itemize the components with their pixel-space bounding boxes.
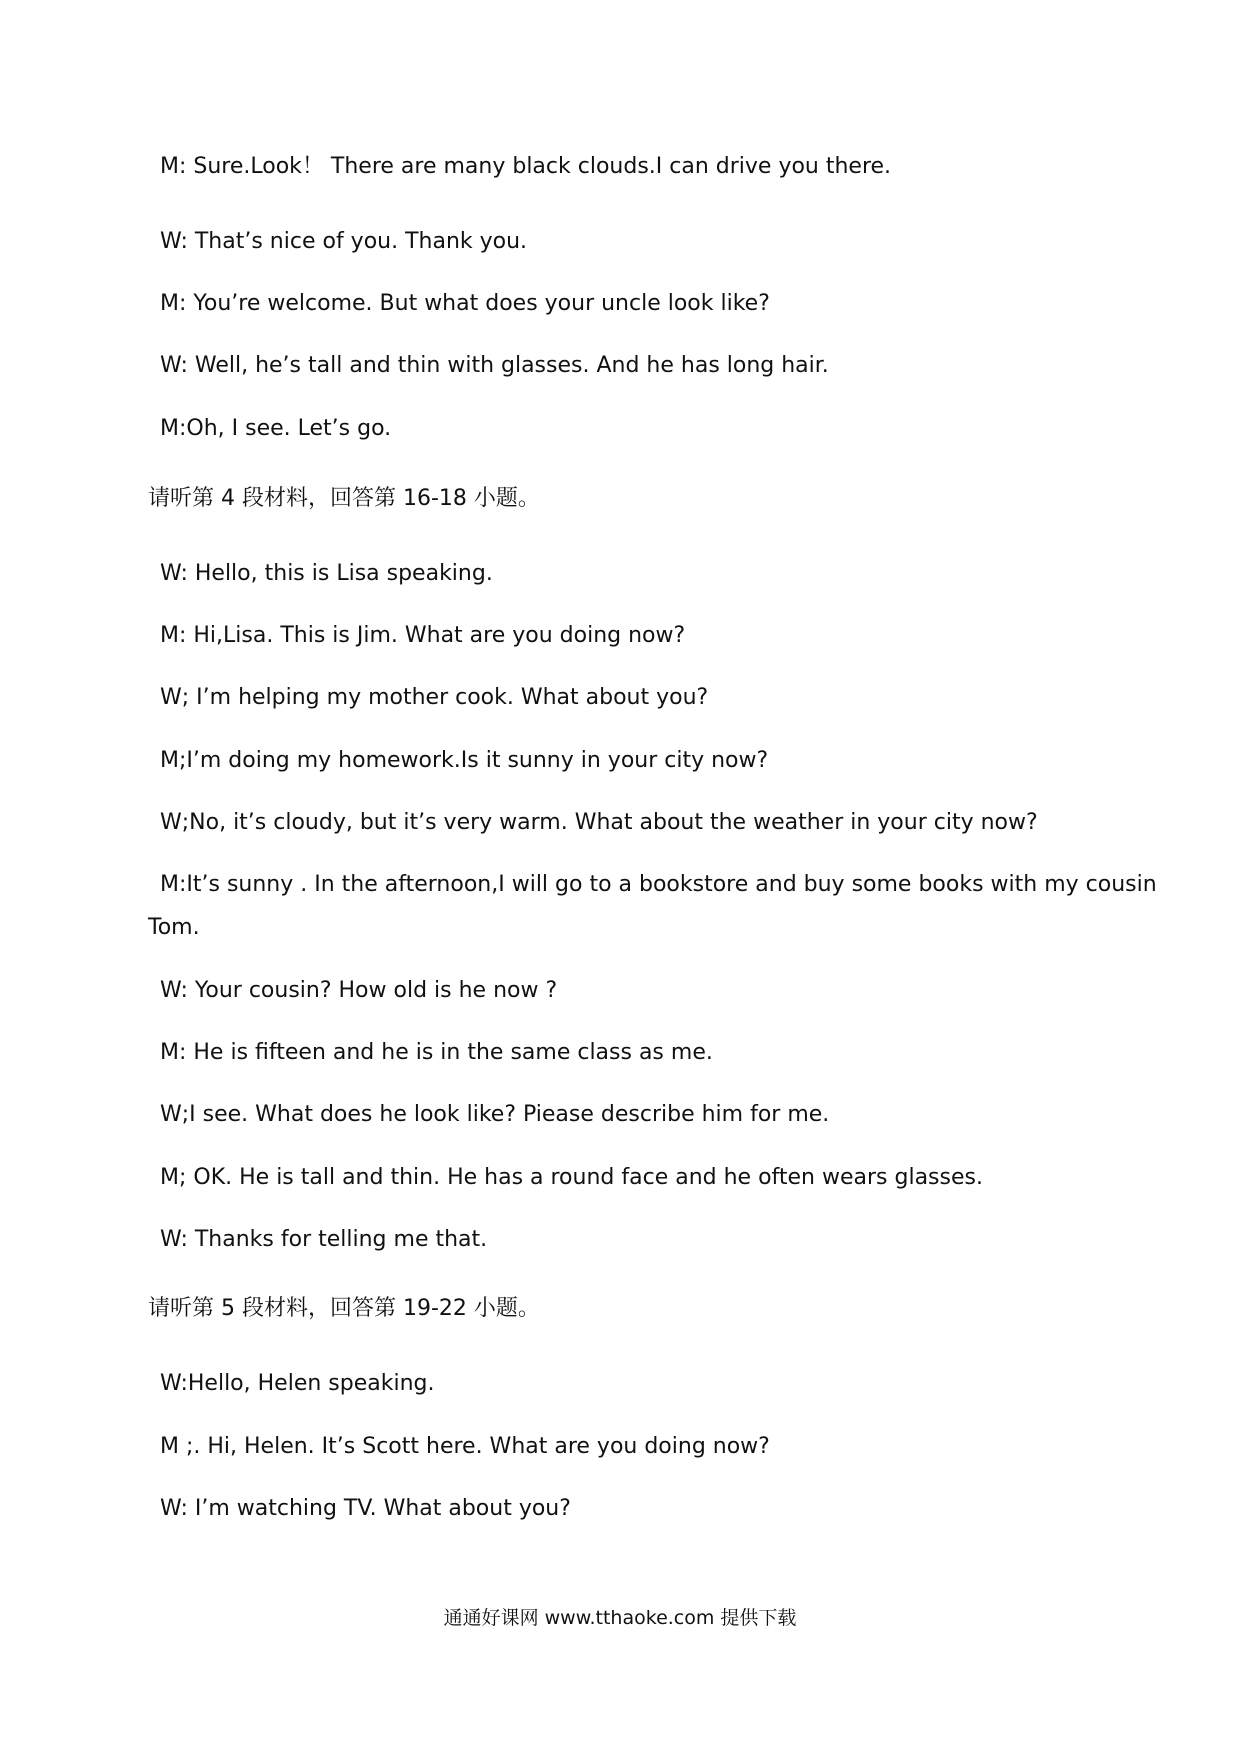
dialogue-line: W: Hello, this is Lisa speaking. [160, 561, 493, 586]
dialogue-line: W: Well, he’s tall and thin with glasses. And he has long hair. [160, 353, 829, 378]
dialogue-line: W: Your cousin? How old is he now ? [160, 978, 558, 1003]
dialogue-line: M: Hi,Lisa. This is Jim. What are you doing now? [160, 623, 686, 648]
dialogue-line: W: Thanks for telling me that. [160, 1227, 488, 1252]
dialogue-line: W; I’m helping my mother cook. What about you? [160, 685, 709, 710]
dialogue-line: M; OK. He is tall and thin. He has a round face and he often wears glasses. [160, 1165, 983, 1190]
dialogue-line: W:Hello, Helen speaking. [160, 1371, 435, 1396]
dialogue-line: W: I’m watching TV. What about you? [160, 1496, 571, 1521]
dialogue-line: M: He is fifteen and he is in the same class as me. [160, 1040, 713, 1065]
dialogue-line: W;I see. What does he look like? Piease describe him for me. [160, 1102, 830, 1127]
dialogue-line: M ;. Hi, Helen. It’s Scott here. What are you doing now? [160, 1434, 770, 1459]
dialogue-line: M;I’m doing my homework.Is it sunny in your city now? [160, 748, 769, 773]
section-heading: 请听第 4 段材料，回答第 16-18 小题。 [148, 486, 540, 511]
dialogue-line-continuation: Tom. [148, 915, 200, 940]
page-footer: 通通好课网 www.tthaoke.com 提供下载 [443, 1607, 797, 1629]
section-heading: 请听第 5 段材料，回答第 19-22 小题。 [148, 1296, 540, 1321]
dialogue-line: M: Sure.Look！ There are many black clouds.I can drive you there. [160, 154, 892, 179]
dialogue-line: M:Oh, I see. Let’s go. [160, 416, 392, 441]
dialogue-line: M:It’s sunny . In the afternoon,I will go to a bookstore and buy some books with my cousin [160, 872, 1157, 897]
dialogue-line: M: You’re welcome. But what does your uncle look like? [160, 291, 770, 316]
dialogue-line: W;No, it’s cloudy, but it’s very warm. What about the weather in your city now? [160, 810, 1038, 835]
dialogue-line: W: That’s nice of you. Thank you. [160, 229, 528, 254]
